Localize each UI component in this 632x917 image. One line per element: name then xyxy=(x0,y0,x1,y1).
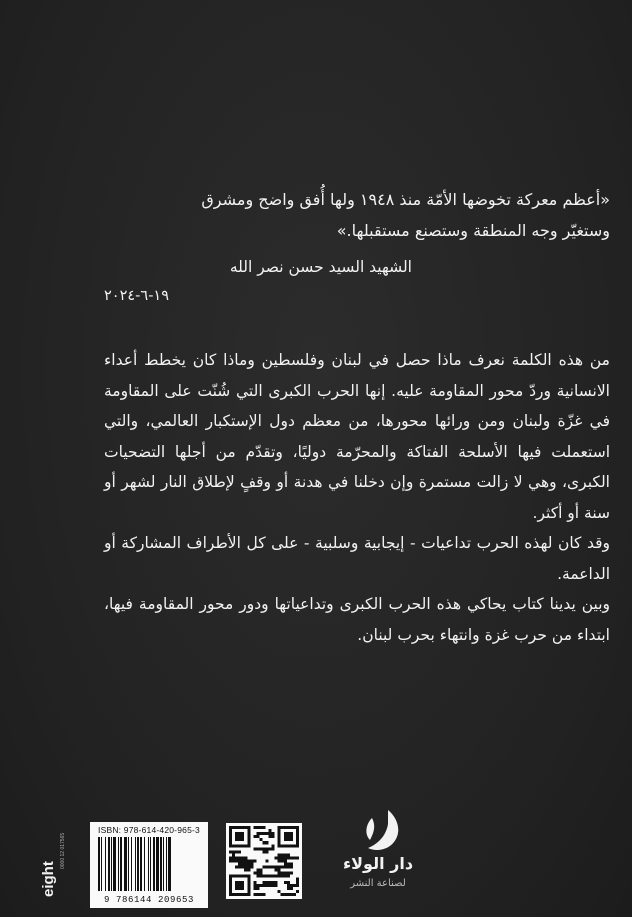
quote xyxy=(100,184,610,246)
blurb-paragraph-2: وقد كان لهذه الحرب تداعيات - إيجابية وسلبية - على كل الأطراف المشاركة أو الداعمة. xyxy=(104,534,610,583)
imprint-number: 0000 12 017565 xyxy=(60,832,66,869)
blurb-paragraph-1: من هذه الكلمة نعرف ماذا حصل في لبنان وفلسطين وماذا كان يخطط أعداء الانسانية وردّ محور المقاومة عليه. إنها الحرب الكبرى التي شُنّت على المقاومة في غزّة ولبنان ومن ورائها محورها، من معظم دول الإستكبار العالمي، والتي استعملت فيها الأسلحة الفتاكة والمحرّمة دوليًا، وتقدّم من أجلها التضحيات الكبرى، وهي لا زالت مستمرة وإن دخلنا في هدنة أو وقفٍ لإطلاق النار لشهر أو سنة أو أكثر. xyxy=(104,351,610,522)
imprint-label: eight xyxy=(40,861,57,897)
signature-name: الشهيد السيد حسن نصر الله xyxy=(229,258,412,276)
barcode-digits: 9 786144 209653 xyxy=(103,895,194,905)
publisher-logo-icon xyxy=(358,808,402,854)
blurb xyxy=(104,345,610,650)
quote-line-2: وستغيّر وجه المنطقة وستصنع مستقبلها.» xyxy=(336,221,610,240)
quote-line-1: «أعظم معركة تخوضها الأمّة منذ ١٩٤٨ ولها أُفق واضح ومشرق xyxy=(201,190,610,209)
publisher-name: دار الولاء xyxy=(342,854,414,873)
signature-date: ١٩-٦-٢٠٢٤ xyxy=(104,288,169,304)
blurb-paragraph-3: وبين يدينا كتاب يحاكي هذه الحرب الكبرى وتداعياتها ودور محور المقاومة فيها، ابتداء من حرب غزة وانتهاء بحرب لبنان. xyxy=(104,595,610,644)
qr-code-icon xyxy=(226,823,302,899)
publisher-tagline: لصناعة النشر xyxy=(350,878,406,889)
isbn-text: ISBN: 978-614-420-965-3 xyxy=(98,825,200,835)
barcode-bars xyxy=(96,837,202,891)
isbn-barcode xyxy=(90,822,208,908)
